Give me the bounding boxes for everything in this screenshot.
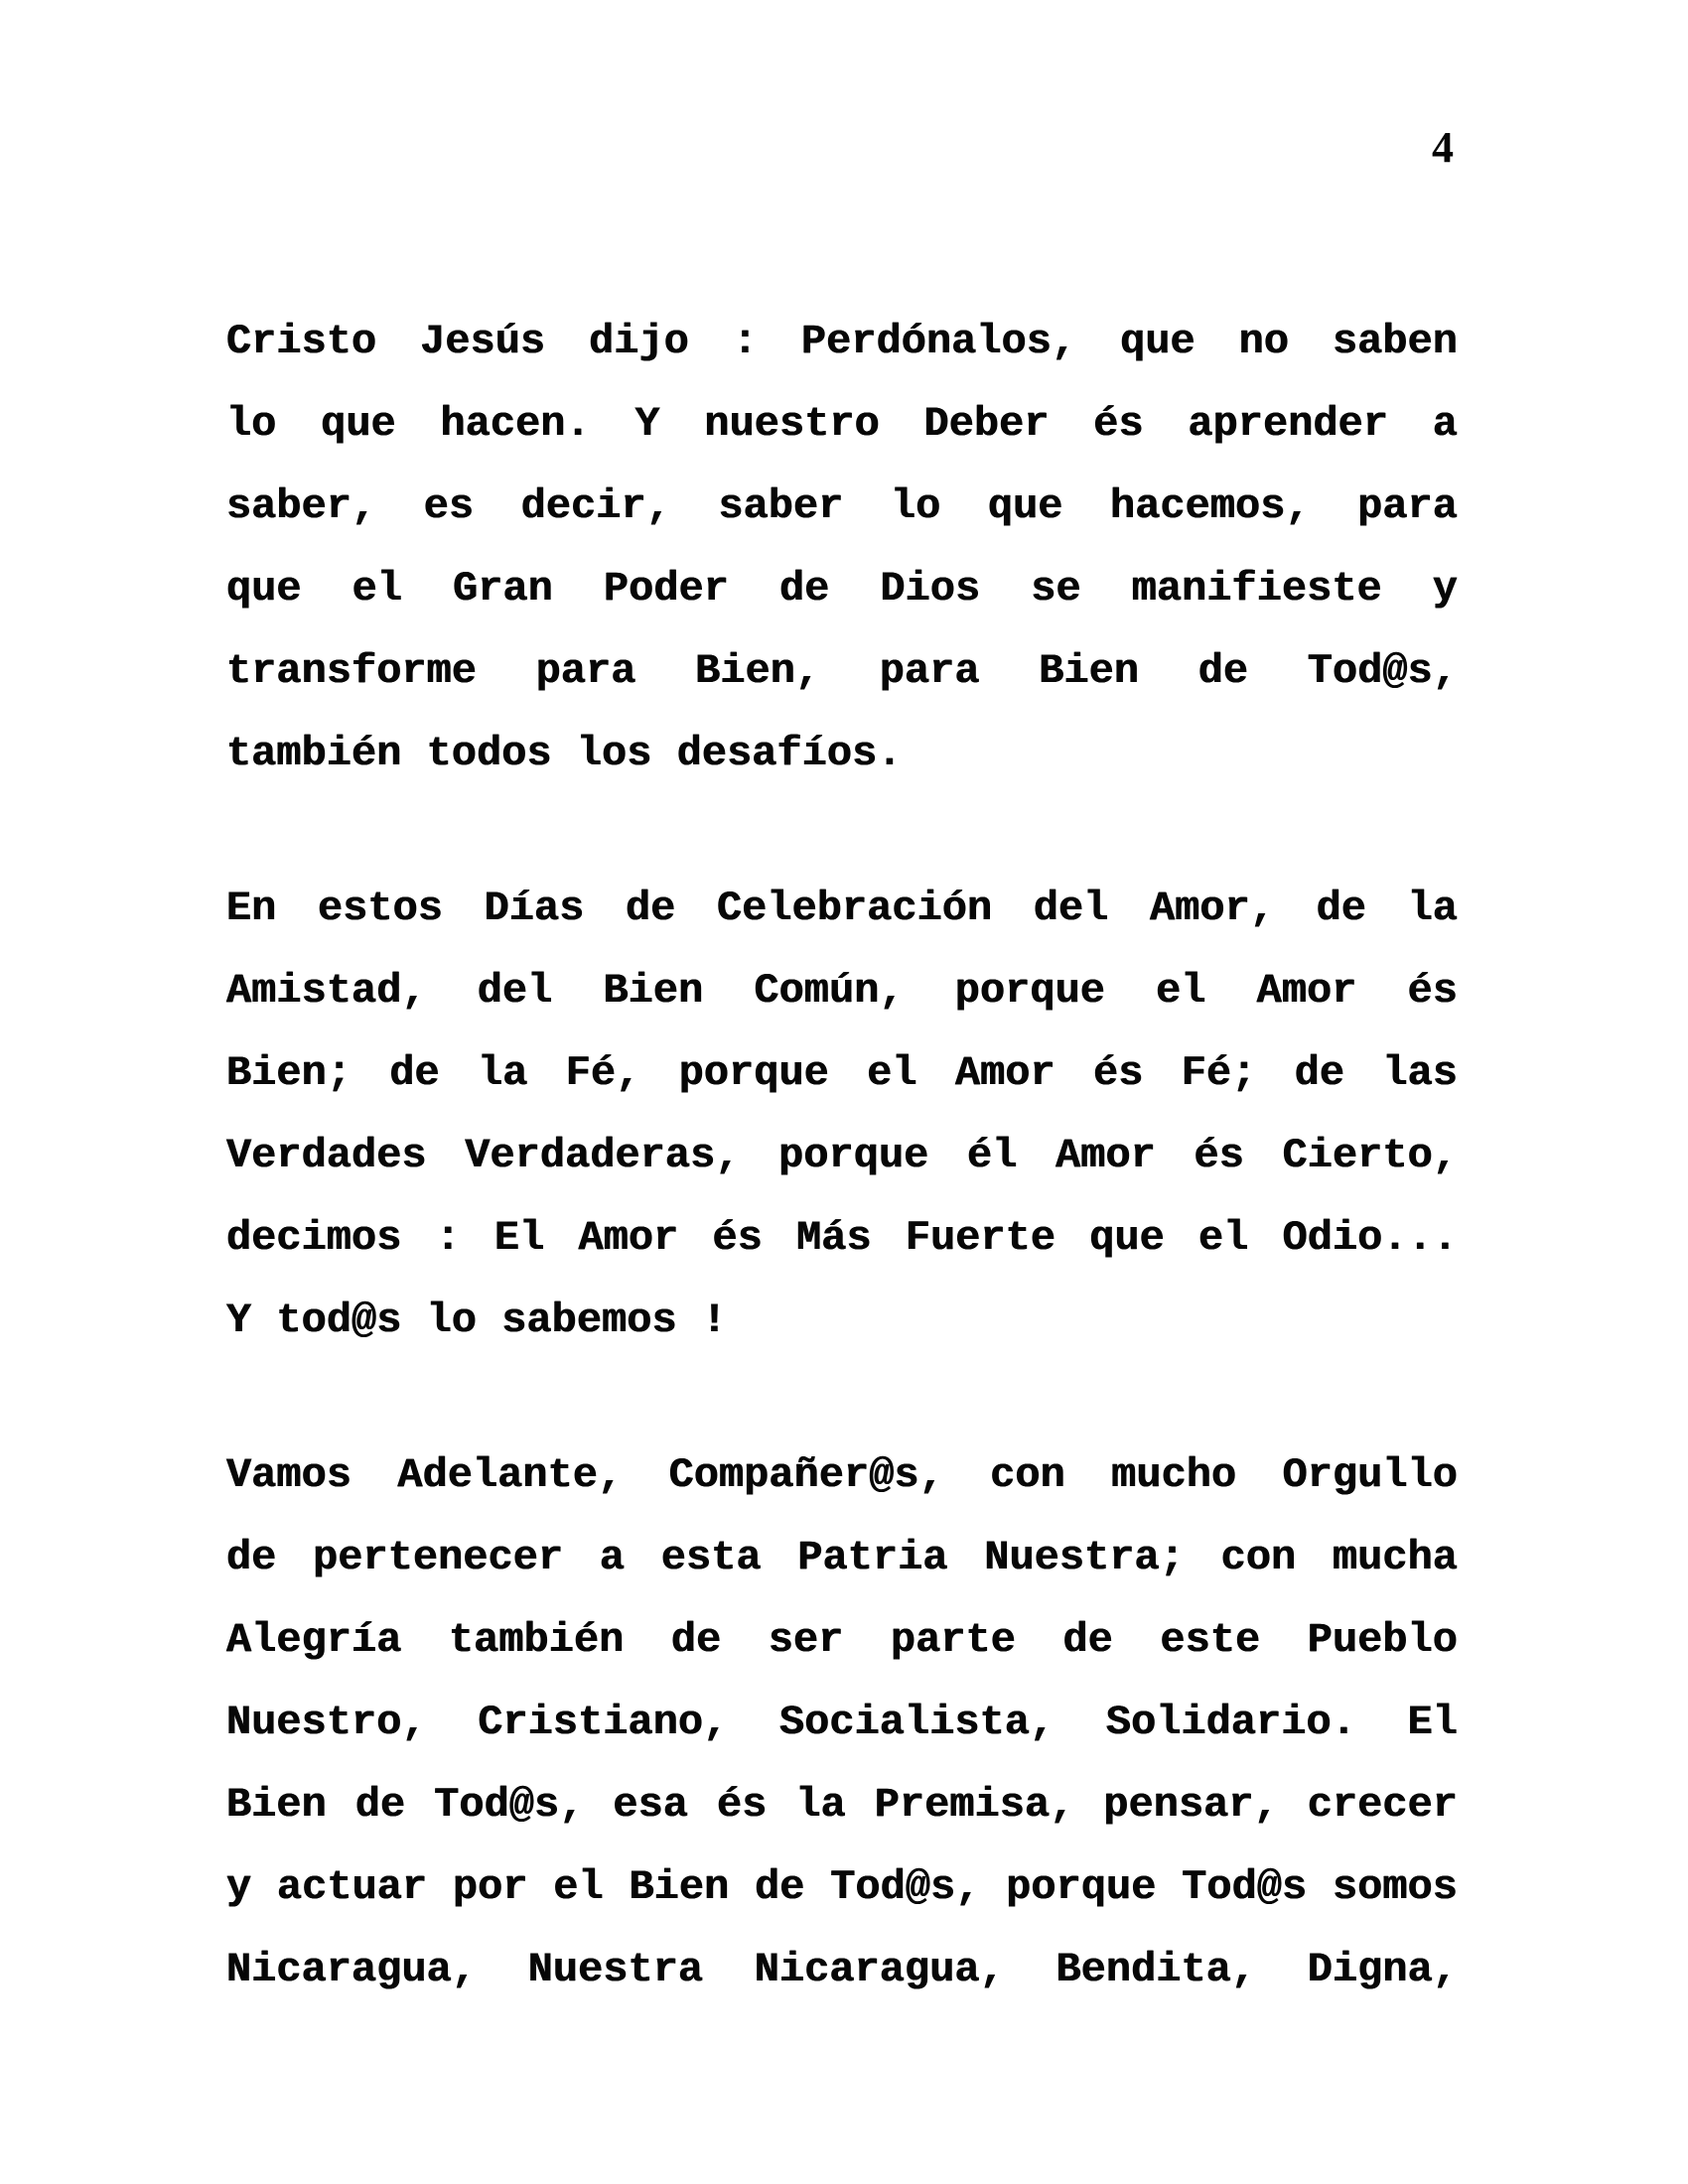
paragraph-3 <box>226 1434 1458 2011</box>
paragraph-1 <box>226 301 1458 795</box>
document-body <box>226 301 1458 2011</box>
text-line: transforme para Bien, para Bien de Tod@s, <box>226 647 1458 695</box>
text-line: Bien; de la Fé, porque el Amor és Fé; de las <box>226 1049 1458 1097</box>
text-line: que el Gran Poder de Dios se manifieste y <box>226 565 1458 613</box>
text-line: Vamos Adelante, Compañer@s, con mucho Orgullo <box>226 1451 1458 1499</box>
text-line: Bien de Tod@s, esa és la Premisa, pensar, crecer <box>226 1781 1458 1829</box>
page-number: 4 <box>1432 123 1454 172</box>
text-line: Nuestro, Cristiano, Socialista, Solidario. El <box>226 1699 1458 1746</box>
text-line: saber, es decir, saber lo que hacemos, para <box>226 482 1458 530</box>
text-line: de pertenecer a esta Patria Nuestra; con mucha <box>226 1534 1458 1581</box>
text-line: En estos Días de Celebración del Amor, de la <box>226 885 1458 932</box>
text-line: Cristo Jesús dijo : Perdónalos, que no saben <box>226 318 1458 365</box>
text-line: y actuar por el Bien de Tod@s, porque Tod@s somos <box>226 1863 1458 1911</box>
text-line: también todos los desafíos. <box>226 730 903 777</box>
text-line: Alegría también de ser parte de este Pueblo <box>226 1616 1458 1664</box>
paragraph-2 <box>226 868 1458 1362</box>
text-line: Verdades Verdaderas, porque él Amor és Cierto, <box>226 1132 1458 1179</box>
text-line: Y tod@s lo sabemos ! <box>226 1297 728 1344</box>
text-line: Amistad, del Bien Común, porque el Amor és <box>226 967 1458 1015</box>
text-line: lo que hacen. Y nuestro Deber és aprender a <box>226 400 1458 448</box>
text-line: decimos : El Amor és Más Fuerte que el Odio... <box>226 1214 1458 1262</box>
text-line: Nicaragua, Nuestra Nicaragua, Bendita, Digna, <box>226 1946 1458 1993</box>
